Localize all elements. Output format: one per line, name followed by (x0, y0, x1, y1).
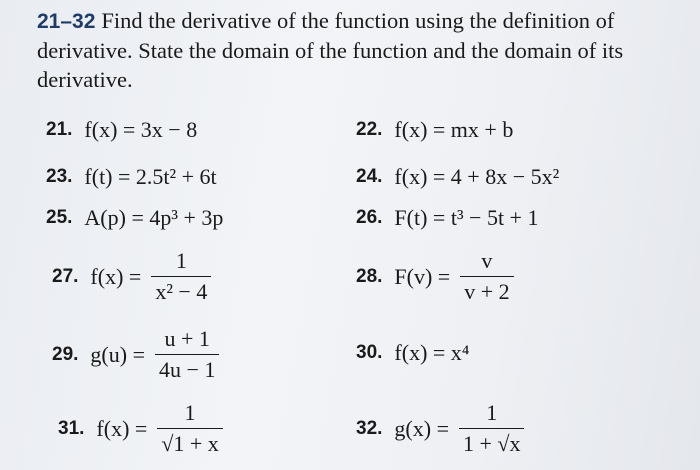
fraction-numerator: 1 (184, 400, 196, 425)
problem-28 (356, 248, 514, 305)
problem-expression: f(x) = 3x − 8 (84, 117, 198, 142)
problem-number: 30. (356, 342, 383, 363)
problem-number: 28. (356, 265, 383, 287)
fraction-denominator: 1 + √x (462, 431, 521, 457)
problem-number: 21. (46, 119, 73, 140)
problem-lhs: F(v) = (394, 263, 451, 289)
problem-lhs: f(x) = (90, 263, 142, 289)
problem-number: 25. (46, 207, 73, 228)
problem-29 (52, 326, 219, 383)
fraction-bar (459, 428, 524, 429)
fraction-denominator: x² − 4 (155, 279, 208, 305)
fraction-numerator: v (481, 248, 493, 273)
fraction (459, 400, 524, 457)
fraction-bar (155, 354, 219, 355)
fraction-bar (151, 276, 211, 277)
problem-24 (356, 164, 559, 190)
problem-number: 32. (356, 417, 383, 439)
fraction-bar (157, 428, 222, 429)
fraction-numerator: 1 (175, 248, 187, 273)
fraction-denominator: √1 + x (161, 431, 219, 457)
problem-expression: f(x) = 4 + 8x − 5x² (394, 164, 560, 189)
fraction-numerator: u + 1 (164, 326, 210, 351)
problem-expression: F(t) = t³ − 5t + 1 (394, 205, 539, 230)
fraction-denominator: v + 2 (464, 279, 510, 305)
problem-number: 22. (356, 119, 383, 140)
fraction (460, 248, 513, 305)
problem-lhs: f(x) = (96, 415, 148, 441)
problem-32 (356, 400, 524, 457)
problem-number: 31. (58, 417, 85, 439)
problem-22 (356, 117, 513, 143)
fraction-numerator: 1 (486, 400, 498, 425)
fraction (155, 326, 219, 383)
exercise-instructions (37, 6, 667, 94)
problem-lhs: g(u) = (90, 341, 145, 367)
problem-number: 23. (46, 166, 73, 187)
problem-expression: f(t) = 2.5t² + 6t (84, 164, 217, 189)
problem-number: 24. (356, 166, 383, 187)
fraction-bar (460, 276, 513, 277)
fraction-denominator: 4u − 1 (158, 357, 216, 383)
problem-27 (52, 248, 211, 305)
problem-21 (46, 117, 197, 143)
problem-26 (356, 205, 538, 231)
problem-expression: f(x) = mx + b (394, 117, 514, 142)
problem-lhs: g(x) = (394, 415, 449, 441)
problem-23 (46, 164, 217, 190)
fraction (157, 400, 222, 457)
problem-25 (46, 205, 223, 231)
problem-number: 29. (52, 343, 79, 365)
exercise-range: 21–32 (37, 10, 96, 33)
fraction (151, 248, 211, 305)
problem-30 (356, 340, 469, 366)
problem-expression: f(x) = x⁴ (394, 340, 470, 365)
problem-number: 26. (356, 207, 383, 228)
problem-31 (58, 400, 223, 457)
problem-number: 27. (52, 265, 79, 287)
problem-expression: A(p) = 4p³ + 3p (84, 205, 224, 230)
instruction-text: Find the derivative of the function using the definition of derivative. State the domain of the function and the domain of its derivative. (37, 8, 624, 92)
